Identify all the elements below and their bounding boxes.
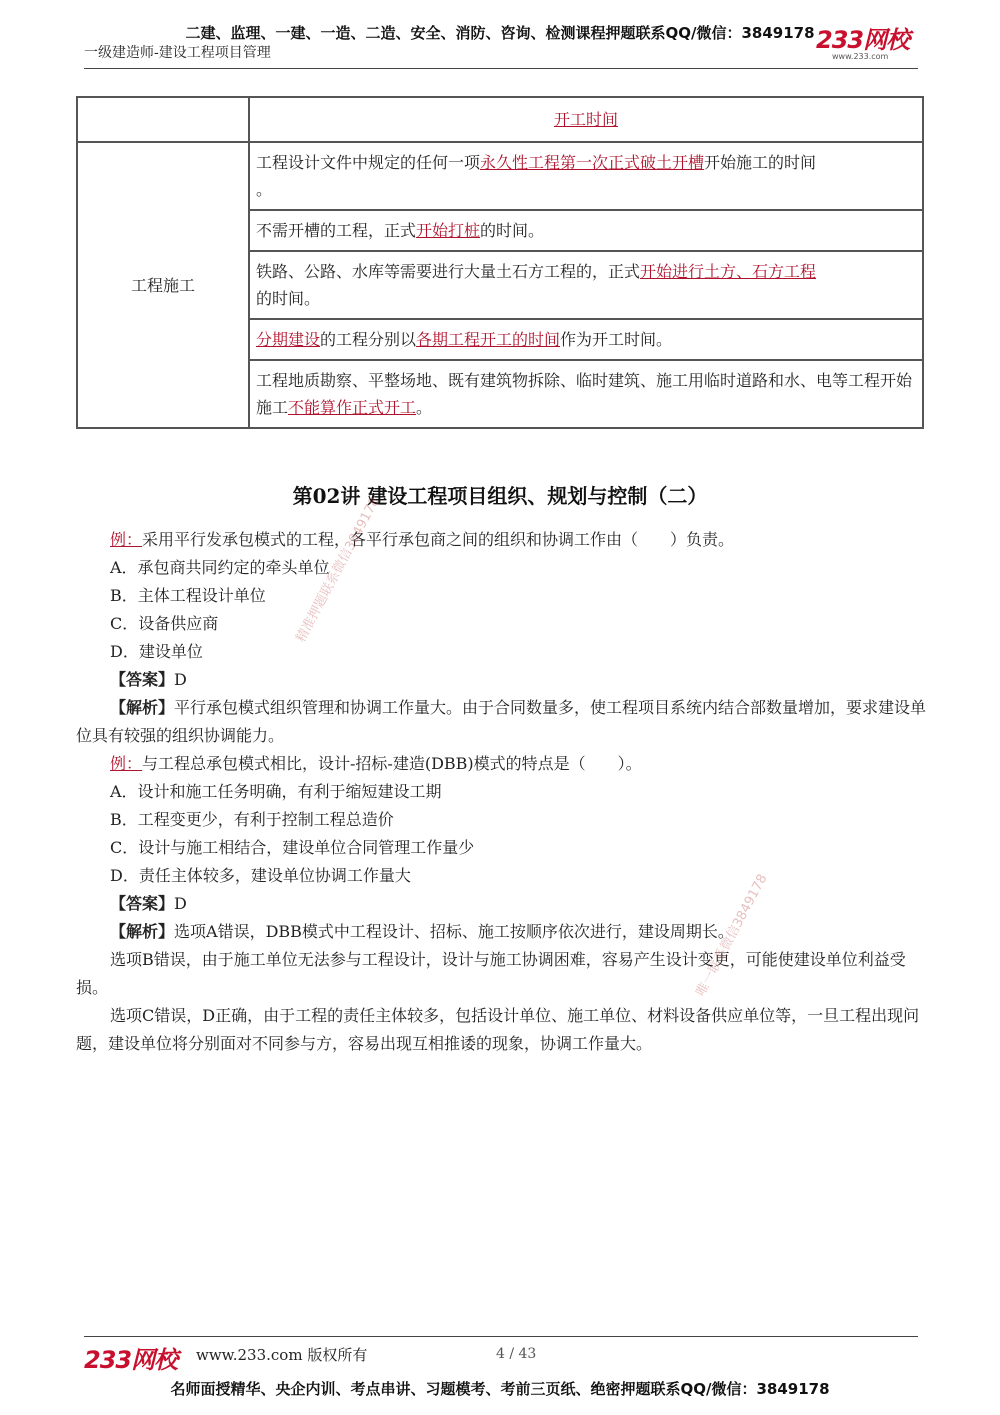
header-contact-line: 二建、监理、一建、一造、二造、安全、消防、咨询、检测课程押题联系QQ/微信：3849178 [185,24,815,42]
example-label: 例： [110,530,143,549]
watermark: 精准押题联系微信3849178 [293,494,383,645]
table-header-label: 开工时间 [553,110,618,129]
header-subtitle: 一级建造师-建设工程项目管理 [84,45,271,61]
analysis-text: 平行承包模式组织管理和协调工作量大。由于合同数量多，使工程项目系统内结合部数量增加，要求建设单位具有较强的组织协调能力。 [76,698,927,745]
questions-section [76,526,928,1058]
header-logo [816,28,926,64]
option-d: D．建设单位 [110,642,203,661]
option-a: A．设计和施工任务明确，有利于缩短建设工期 [110,782,442,801]
row-label: 工程施工 [77,142,249,428]
footer-contact-line: 名师面授精华、央企内训、考点串讲、习题模考、考前三页纸、绝密押题联系QQ/微信：3849178 [170,1380,830,1398]
cell-text: 工程设计文件中规定的任何一项 [256,153,481,172]
footer-site: www.233.com 版权所有 [196,1346,368,1364]
table-header-row [77,97,923,142]
question-2-answer [76,890,928,918]
question-1-answer [76,666,928,694]
question-1-analysis [76,694,928,750]
footer-logo: 233网校 [84,1346,178,1374]
table-cell [249,210,923,251]
analysis-paragraph: 选项C错误，D正确，由于工程的责任主体较多，包括设计单位、施工单位、材料设备供应单位等，一旦工程出现问题，建设单位将分别面对不同参与方，容易出现互相推诿的现象，协调工作量大。 [76,1006,920,1053]
question-1-stem [76,526,928,554]
answer-label: 【答案】 [110,670,175,689]
option-b: B．主体工程设计单位 [110,586,266,605]
cell-highlight: 分期建设 [256,330,321,349]
cell-text: 的时间。 [256,289,321,308]
option-b: B．工程变更少，有利于控制工程总造价 [110,810,394,829]
table-header-cell [249,97,923,142]
start-time-table [76,96,924,429]
header-logo-text: 233网校 [816,26,910,54]
cell-highlight: 各期工程开工的时间 [416,330,561,349]
cell-highlight: 开始打桩 [416,221,481,240]
cell-text: 开始施工的时间 [704,153,817,172]
cell-text: 作为开工时间。 [560,330,673,349]
analysis-label: 【解析】 [110,698,175,717]
cell-text: 的工程分别以 [320,330,417,349]
cell-highlight: 永久性工程第一次正式破土开槽 [480,153,705,172]
option-d: D．责任主体较多，建设单位协调工作量大 [110,866,411,885]
cell-text: 。 [256,180,273,199]
analysis-text: 选项A错误，DBB模式中工程设计、招标、施工按顺序依次进行，建设周期长。 [174,922,734,941]
lecture-title: 第02讲 建设工程项目组织、规划与控制（二） [292,484,708,508]
table-cell [249,142,923,210]
cell-text: 不需开槽的工程，正式 [256,221,417,240]
question-text: 采用平行发承包模式的工程，各平行承包商之间的组织和协调工作由（ ）负责。 [142,530,735,549]
table-cell [249,319,923,360]
table-row [77,142,923,210]
table-cell [249,360,923,428]
cell-highlight: 开始进行土方、石方工程 [640,262,817,281]
option-c: C．设计与施工相结合，建设单位合同管理工作量少 [110,838,475,857]
analysis-paragraph: 选项B错误，由于施工单位无法参与工程设计，设计与施工协调困难，容易产生设计变更，可能使建设单位利益受损。 [76,950,906,997]
option-a: A．承包商共同约定的牵头单位 [110,558,330,577]
footer-divider [84,1336,918,1337]
cell-text: 的时间。 [480,221,545,240]
table-cell [249,251,923,319]
answer-value: D [174,670,187,689]
table-header-empty [77,97,249,142]
question-2-analysis [76,918,928,946]
page-number: 4 / 43 [496,1346,537,1362]
cell-highlight: 不能算作正式开工 [288,398,417,417]
question-text: 与工程总承包模式相比，设计-招标-建造(DBB)模式的特点是（ ）。 [142,754,642,773]
header-logo-url: www.233.com [832,52,889,61]
example-label: 例： [110,754,143,773]
watermark: 唯一联系微信3849178 [693,871,771,999]
answer-value: D [174,894,187,913]
cell-text: 铁路、公路、水库等需要进行大量土石方工程的，正式 [256,262,641,281]
cell-text: 工程地质勘察、平整场地、既有建筑物拆除、临时建筑、施工用临时道路和水、电等工程开始施工 [256,371,913,417]
option-c: C．设备供应商 [110,614,219,633]
analysis-label: 【解析】 [110,922,175,941]
answer-label: 【答案】 [110,894,175,913]
cell-text: 。 [416,398,433,417]
question-2-stem [76,750,928,778]
header-divider [84,68,918,69]
